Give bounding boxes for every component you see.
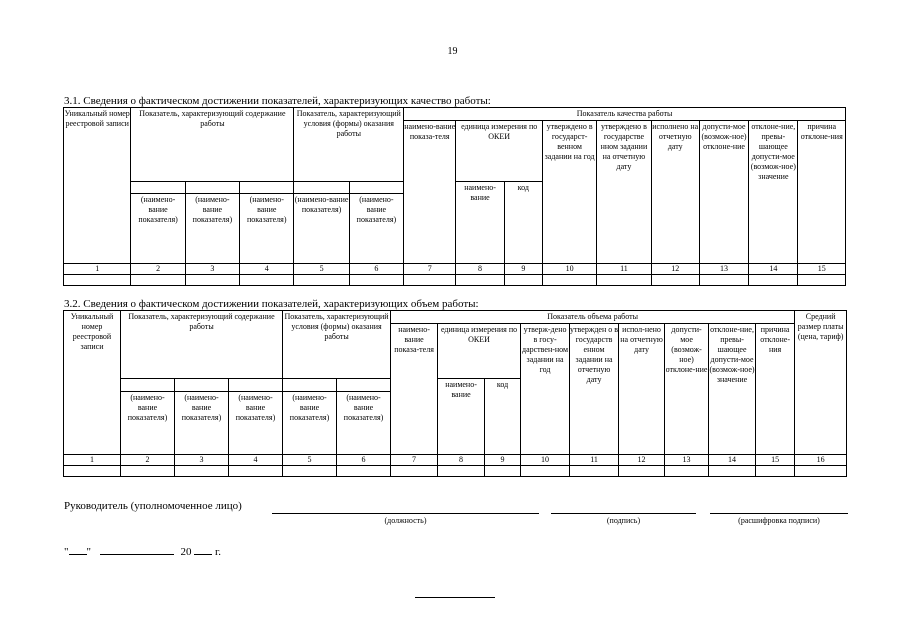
indicator-name-header: наимено-вание показа-теля	[404, 121, 456, 264]
sub-indicator-name: (наимено-вание показателя)	[337, 392, 391, 455]
col-number: 12	[651, 264, 699, 275]
deviation-reason-header: причина отклоне-ния	[798, 121, 846, 264]
section-heading-volume: 3.2. Сведения о фактическом достижении показателей, характеризующих объем работы:	[64, 298, 479, 310]
unit-header: единица измерения по ОКЕИ	[456, 121, 543, 182]
year-suffix: г.	[215, 546, 222, 558]
approved-year-header: утверждено в государст-венном задании на год	[542, 121, 596, 264]
approved-year-header: утверж-дено в госу-дарствен-ном задании на год	[521, 324, 570, 455]
indicator-name-header: наимено-вание показа-теля	[391, 324, 438, 455]
col-number: 8	[456, 264, 504, 275]
unit-name-header: наимено-вание	[456, 182, 504, 264]
col-number: 11	[597, 264, 651, 275]
col-number: 6	[349, 264, 403, 275]
day-field[interactable]	[69, 545, 87, 555]
col-number: 10	[521, 455, 570, 466]
sub-indicator-name: (наимено-вание показателя)	[121, 392, 175, 455]
col-number: 11	[570, 455, 619, 466]
position-line[interactable]	[272, 513, 539, 514]
col-number: 5	[283, 455, 337, 466]
decode-caption: (расшифровка подписи)	[738, 516, 820, 525]
col-number: 3	[175, 455, 229, 466]
avg-price-header: Средний размер платы (цена, тариф)	[795, 311, 847, 455]
sub-indicator-name: (наимено-вание показателя)	[175, 392, 229, 455]
col-number: 2	[131, 264, 185, 275]
conditions-indicator-header: Показатель, характеризующий условия (формы) оказания работы	[283, 311, 391, 379]
col-number: 8	[438, 455, 485, 466]
unique-record-header: Уникальный номер реестровой записи	[64, 108, 131, 264]
col-number: 14	[709, 455, 756, 466]
approved-date-header: утвержден о в государств енном задании на отчетную дату	[570, 324, 619, 455]
col-number: 13	[699, 264, 748, 275]
col-number: 1	[64, 264, 131, 275]
col-number: 10	[542, 264, 596, 275]
executed-header: исполнено на отчетную дату	[651, 121, 699, 264]
column-numbers-row	[64, 455, 847, 466]
month-field[interactable]	[100, 545, 174, 555]
col-number: 7	[404, 264, 456, 275]
sub-indicator-name: (наимено-вание показателя)	[185, 194, 239, 264]
col-number: 16	[795, 455, 847, 466]
sub-indicator-name: (наимено-вание показателя)	[131, 194, 185, 264]
volume-table	[63, 310, 847, 477]
position-caption: (должность)	[384, 516, 427, 525]
executed-header: испол-нено на отчетную дату	[619, 324, 665, 455]
col-number: 13	[665, 455, 709, 466]
year-field[interactable]	[194, 545, 212, 555]
col-number: 15	[756, 455, 795, 466]
col-number: 12	[619, 455, 665, 466]
unit-name-header: наимено-вание	[438, 379, 485, 455]
year-prefix: 20	[180, 546, 192, 558]
allowed-deviation-header: допусти-мое (возмож-ное) отклоне-ние	[699, 121, 748, 264]
approved-date-header: утверждено в государстве нном задании на отчетную дату	[597, 121, 651, 264]
content-indicator-header: Показатель, характеризующий содержание работы	[121, 311, 283, 379]
sub-indicator-name: (наимено-вание показателя)	[240, 194, 294, 264]
excess-deviation-header: отклоне-ние, превы-шающее допусти-мое (возмож-ное) значение	[749, 121, 798, 264]
data-row	[64, 466, 847, 477]
excess-deviation-header: отклоне-ние, превы-шающее допусти-мое (возмож-ное) значение	[709, 324, 756, 455]
conditions-indicator-header: Показатель, характеризующий условия (формы) оказания работы	[294, 108, 404, 182]
sub-indicator-name: (наимено-вание показателя)	[349, 194, 403, 264]
sub-indicator-name: (наимено-вание показателя)	[283, 392, 337, 455]
signature-line[interactable]	[551, 513, 696, 514]
unique-record-header: Уникальный номер реестровой записи	[64, 311, 121, 455]
decode-line[interactable]	[710, 513, 848, 514]
unit-header: единица измерения по ОКЕИ	[438, 324, 521, 379]
col-number: 4	[229, 455, 283, 466]
content-indicator-header: Показатель, характеризующий содержание работы	[131, 108, 294, 182]
col-number: 3	[185, 264, 239, 275]
column-numbers-row	[64, 264, 846, 275]
quality-table	[63, 107, 846, 286]
col-number: 4	[240, 264, 294, 275]
col-number: 5	[294, 264, 349, 275]
col-number: 9	[485, 455, 521, 466]
deviation-reason-header: причина отклоне-ния	[756, 324, 795, 455]
sub-indicator-name: (наимено-вание показателя)	[229, 392, 283, 455]
signature-caption: (подпись)	[606, 516, 641, 525]
allowed-deviation-header: допусти-мое (возмож-ное) отклоне-ние	[665, 324, 709, 455]
sub-indicator-name: (наимено-вание показателя)	[294, 194, 349, 264]
col-number: 7	[391, 455, 438, 466]
col-number: 1	[64, 455, 121, 466]
volume-indicator-header: Показатель объема работы	[391, 311, 795, 324]
col-number: 6	[337, 455, 391, 466]
quality-indicator-header: Показатель качества работы	[404, 108, 846, 121]
date-quote-open: "	[64, 546, 69, 558]
signatory-label: Руководитель (уполномоченное лицо)	[64, 500, 242, 512]
section-heading-quality: 3.1. Сведения о фактическом достижении показателей, характеризующих качество работы:	[64, 95, 491, 107]
date-quote-close: "	[86, 546, 91, 558]
col-number: 9	[504, 264, 542, 275]
unit-code-header: код	[485, 379, 521, 455]
col-number: 15	[798, 264, 846, 275]
page-number: 19	[447, 46, 458, 57]
footnote-separator	[415, 597, 495, 598]
unit-code-header: код	[504, 182, 542, 264]
date-line	[64, 545, 221, 558]
col-number: 2	[121, 455, 175, 466]
data-row	[64, 275, 846, 286]
col-number: 14	[749, 264, 798, 275]
